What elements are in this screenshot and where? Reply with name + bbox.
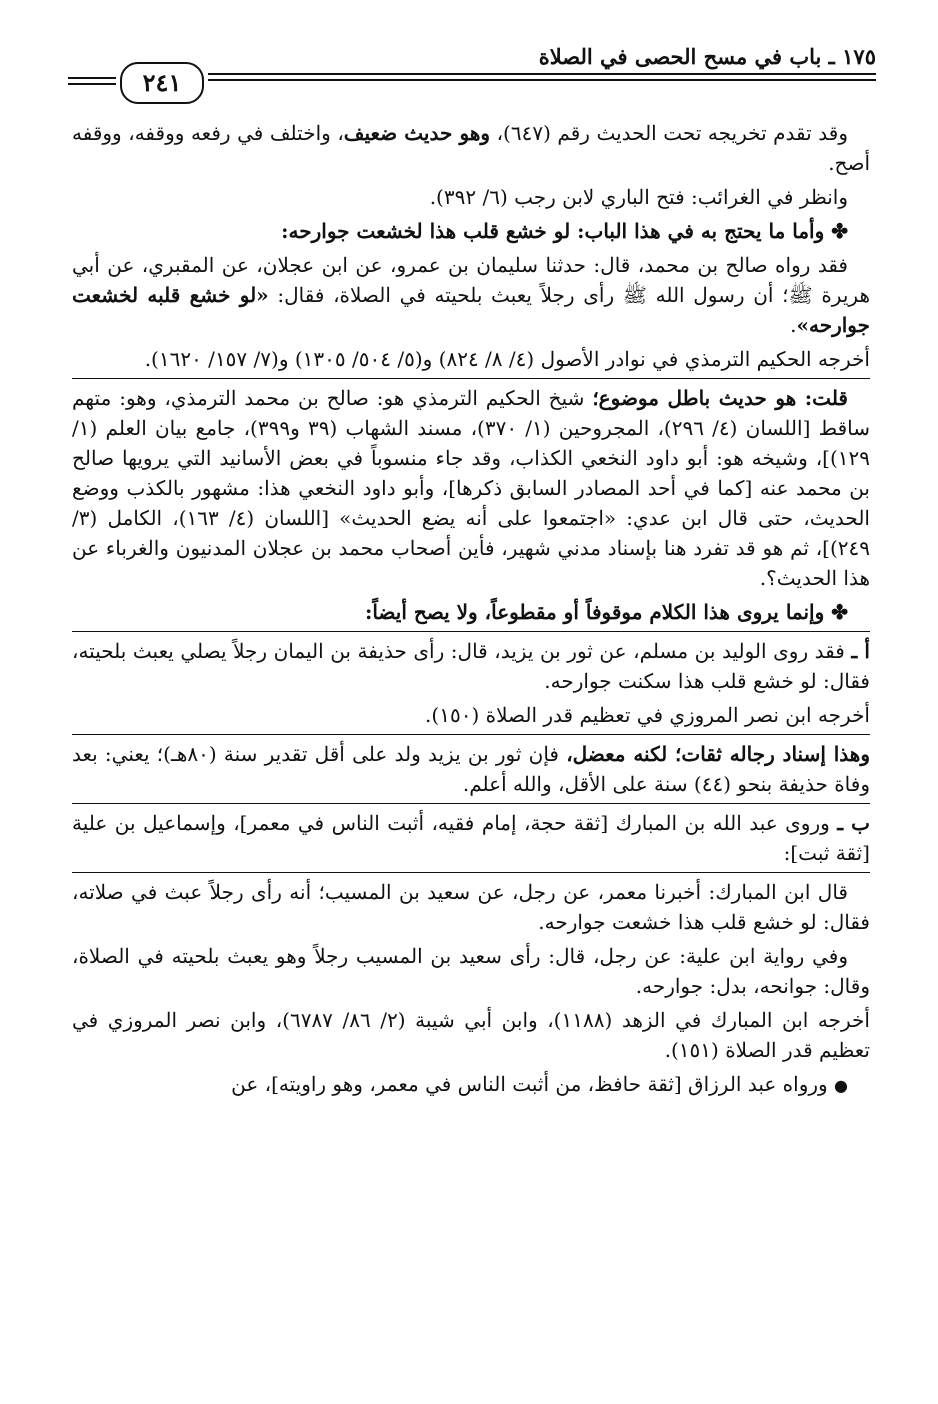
bold-text: ✤ (824, 219, 848, 243)
text-run: فقد رواه صالح بن محمد، قال: حدثنا سليمان بن عمرو، عن ابن عجلان، عن المقبري، عن أبي هريرة ﷺ؛ أن رسول الله ﷺ رأى رجلاً يعبث بلحيته في الصلاة، فقال: (72, 253, 870, 307)
paragraph (72, 344, 870, 374)
header-ornament-line (68, 83, 116, 85)
text-run: ، واختلف في رفعه ووقفه، ووقفه أصح. (72, 121, 870, 175)
text-run: وانظر في الغرائب: فتح الباري لابن رجب (٦/ ٣٩٢). (429, 185, 848, 209)
paragraph (72, 872, 870, 937)
paragraph (72, 216, 870, 246)
text-run: أخرجه ابن نصر المروزي في تعظيم قدر الصلاة (١٥٠). (425, 703, 870, 727)
paragraph (72, 734, 870, 799)
header-rule (208, 73, 876, 75)
text-run: وروى عبد الله بن المبارك [ثقة حجة، إمام فقيه، أثبت الناس في معمر]، وإسماعيل بن علية [ثقة ثبت]: (72, 811, 870, 865)
paragraph (72, 803, 870, 868)
paragraph (72, 182, 870, 212)
page-header (68, 40, 876, 110)
paragraph (72, 700, 870, 730)
paragraph (72, 597, 870, 627)
bullet-icon: ● (834, 1076, 848, 1095)
text-run: ورواه عبد الرزاق [ثقة حافظ، من أثبت الناس في معمر، وهو راويته]، عن (231, 1072, 835, 1096)
body-text (72, 118, 870, 1105)
paragraph (72, 1069, 870, 1101)
text-run: وقد تقدم تخريجه تحت الحديث رقم (٦٤٧)، (490, 121, 848, 145)
paragraph (72, 941, 870, 1001)
text-run: أخرجه الحكيم الترمذي في نوادر الأصول (٤/ ٨/ ٨٢٤) و(٥/ ٥٠٤/ ١٣٠٥) و(٧/ ١٥٧/ ١٦٢٠). (144, 347, 870, 371)
bold-text: «لو خشع قلبه لخشعت جوارحه» (72, 283, 870, 337)
text-run: فإن ثور بن يزيد ولد على أقل تقدير سنة (٨٠هـ)؛ يعني: بعد وفاة حذيفة بنحو (٤٤) سنة على الأقل، والله أعلم. (72, 742, 870, 796)
text-run: . (790, 313, 797, 337)
page-number: ٢٤١ (120, 62, 204, 104)
header-rule (208, 79, 876, 81)
text-run: شيخ الحكيم الترمذي هو: صالح بن محمد الترمذي، وهو: متهم ساقط [اللسان (٤/ ٢٩٦)، المجروحين (١/ ٣٧٠)، مسند الشهاب (٣٩ و٣٩٩)، جامع بيان العلم (١/ ١٢٩)]، وشيخه هو: أبو داود النخعي الكذاب، وقد جاء منسوباً في بعض الأسانيد التي يرويها صالح بن محمد عنه [كما في أحد المصادر السابق ذكرها]، وأبو داود النخعي هذا: مشهور بالكذب ووضع الحديث، حتى قال ابن عدي: «اجتمعوا على أنه يضع الحديث» [اللسان (٤/ ١٦٣)، الكامل (٣/ ٢٤٩)]، ثم هو قد تفرد هنا بإسناد مدني شهير، فأين أصحاب محمد بن عجلان المدنيون والغرباء عن هذا الحديث؟. (72, 386, 870, 590)
text-run: قال ابن المبارك: أخبرنا معمر، عن رجل، عن سعيد بن المسيب؛ أنه رأى رجلاً عبث في صلاته، فقال: لو خشع قلب هذا خشعت جوارحه. (72, 880, 870, 934)
running-title: ١٧٥ ـ باب في مسح الحصى في الصلاة (538, 44, 876, 69)
bold-text: وإنما يروى هذا الكلام موقوفاً أو مقطوعاً، ولا يصح أيضاً: (364, 600, 825, 624)
bold-text: وهذا إسناد رجاله ثقات؛ لكنه معضل، (566, 742, 870, 766)
text-run: أخرجه ابن المبارك في الزهد (١١٨٨)، وابن أبي شيبة (٢/ ٨٦/ ٦٧٨٧)، وابن نصر المروزي في تعظيم قدر الصلاة (١٥١). (72, 1008, 870, 1062)
paragraph (72, 631, 870, 696)
bold-text: ✤ (824, 600, 848, 624)
text-run: فقد روى الوليد بن مسلم، عن ثور بن يزيد، قال: رأى حذيفة بن اليمان رجلاً يصلي يعبث بلحيته، فقال: لو خشع قلب هذا سكنت جوارحه. (72, 639, 870, 693)
header-ornament-line (68, 77, 116, 79)
bold-text: قلت: هو حديث باطل موضوع؛ (592, 386, 848, 410)
bold-text: وهو حديث ضعيف (343, 121, 491, 145)
paragraph (72, 250, 870, 340)
text-run: وفي رواية ابن علية: عن رجل، قال: رأى سعيد بن المسيب رجلاً وهو يعبث بلحيته في الصلاة، وقال: جوانحه، بدل: جوارحه. (72, 944, 870, 998)
paragraph (72, 1005, 870, 1065)
paragraph (72, 378, 870, 593)
bold-text: وأما ما يحتج به في هذا الباب: لو خشع قلب هذا لخشعت جوارحه: (281, 219, 825, 243)
bold-text: ب ـ (837, 811, 870, 835)
paragraph (72, 118, 870, 178)
bold-text: أ ـ (851, 639, 870, 663)
